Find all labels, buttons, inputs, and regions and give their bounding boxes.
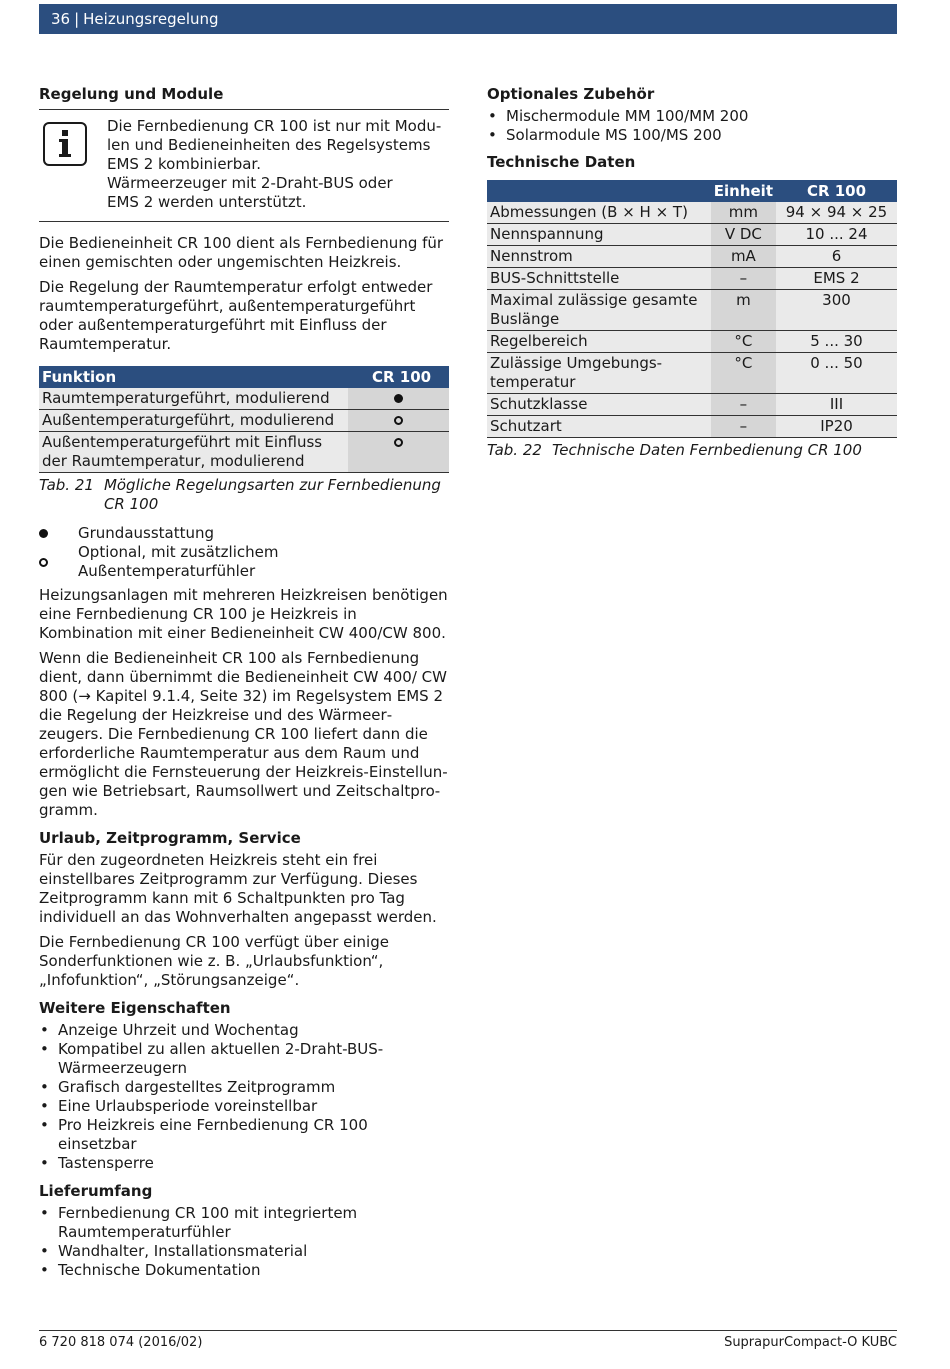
table-row [39, 410, 449, 432]
footer-doc-number: 6 720 818 074 (2016/02) [39, 1335, 203, 1350]
heading-lieferumfang: Lieferumfang [39, 1182, 153, 1200]
table-cell: – [711, 416, 776, 438]
delivery-list [39, 1204, 449, 1280]
table-cell: Nennspannung [487, 224, 711, 246]
info-icon [43, 122, 87, 166]
list-item: • Solarmodule MS 100/MS 200 [487, 126, 897, 145]
table-row [39, 388, 449, 410]
table-cell: IP20 [776, 416, 897, 438]
paragraph: Heizungsanlagen mit mehreren Heizkreisen benötigen eine Fernbedienung CR 100 je Heizkreis in Kombination mit einer Bedieneinheit CW 400/CW 800. [39, 586, 448, 642]
table-cell: Abmessungen (B × H × T) [487, 202, 711, 224]
heading-urlaub: Urlaub, Zeitprogramm, Service [39, 829, 301, 847]
filled-circle-icon [394, 394, 403, 403]
table-cell: Außentemperaturgeführt mit Einfluss der Raumtemperatur, modulierend [39, 432, 348, 473]
column-header: Funktion [39, 366, 348, 388]
table-cell: °C [711, 331, 776, 353]
table-cell: Raumtemperaturgeführt, modulierend [39, 388, 348, 410]
note-line: len und Bedieneinheiten des Regelsystems [107, 136, 431, 154]
table-row [487, 353, 897, 394]
table-row [487, 331, 897, 353]
footer-divider [39, 1330, 897, 1331]
paragraph: Die Fernbedienung CR 100 verfügt über einige Sonderfunktionen wie z. B. „Urlaubsfunktion“, „Infofunktion“, „Störungsanzeige“. [39, 933, 389, 989]
footer-product: SuprapurCompact-O KUBC [724, 1335, 897, 1350]
paragraph: Die Bedieneinheit CR 100 dient als Fernbedienung für einen gemischten oder ungemischten Heizkreis. [39, 234, 444, 271]
list-item: • Mischermodule MM 100/MM 200 [487, 107, 897, 126]
legend-symbol [39, 553, 78, 572]
caption-text: Technische Daten Fernbedienung CR 100 [551, 441, 862, 459]
legend-symbol [39, 524, 78, 543]
table-cell: Zulässige Umgebungstemperatur [487, 353, 711, 394]
empty-circle-icon [39, 558, 48, 567]
note-line: Die Fernbedienung CR 100 ist nur mit Modu- [107, 117, 442, 135]
table-cell: 10 ... 24 [776, 224, 897, 246]
table-cell: Außentemperaturgeführt, modulierend [39, 410, 348, 432]
table-cell: 300 [776, 290, 897, 331]
table-cell: 94 × 94 × 25 [776, 202, 897, 224]
table-cell: °C [711, 353, 776, 394]
heading-zubehoer: Optionales Zubehör [487, 85, 655, 103]
table-cell: – [711, 268, 776, 290]
table-row [487, 246, 897, 268]
legend-text: Optional, mit zusätzlichem Außentemperaturfühler [78, 543, 279, 580]
list-item: • Pro Heizkreis eine Fernbedienung CR 100 einsetzbar [39, 1116, 449, 1154]
table-cell: Schutzklasse [487, 394, 711, 416]
legend-item [39, 543, 449, 581]
legend-item [39, 524, 449, 543]
list-item: • Kompatibel zu allen aktuellen 2-Draht-BUS-Wärmeerzeugern [39, 1040, 449, 1078]
note-text [107, 117, 441, 212]
table-cell: Maximal zulässige gesamte Buslänge [487, 290, 711, 331]
legend-text: Grundausstattung [78, 524, 215, 542]
table-row [487, 202, 897, 224]
table-cell [348, 388, 449, 410]
list-item: • Technische Dokumentation [39, 1261, 449, 1280]
empty-circle-icon [394, 416, 403, 425]
table-row [487, 394, 897, 416]
note-line: Wärmeerzeuger mit 2-Draht-BUS oder [107, 174, 393, 192]
table-header-row [39, 366, 449, 388]
list-item: • Eine Urlaubsperiode voreinstellbar [39, 1097, 449, 1116]
page-number: 36 [51, 9, 71, 28]
table-cell: m [711, 290, 776, 331]
function-table [39, 366, 449, 473]
note-line: EMS 2 kombinierbar. [107, 155, 261, 173]
table-row [39, 432, 449, 473]
list-item: • Grafisch dargestelltes Zeitprogramm [39, 1078, 449, 1097]
left-column [39, 85, 449, 1286]
paragraph: Die Regelung der Raumtemperatur erfolgt entweder raumtemperaturgeführt, außentemperaturgeführt oder außentemperaturgeführt mit Einfluss der Raumtemperatur. [39, 278, 433, 353]
table-cell [348, 432, 449, 473]
header-separator: | [74, 9, 80, 28]
paragraph: Für den zugeordneten Heizkreis steht ein frei einstellbares Zeitprogramm zur Verfügung. Dieses Zeitprogramm kann mit 6 Schaltpunkten pro Tag individuell an das Wohnverhalten angepasst werden. [39, 851, 437, 926]
heading-eigenschaften: Weitere Eigenschaften [39, 999, 231, 1017]
table-cell: EMS 2 [776, 268, 897, 290]
accessories-list [487, 107, 897, 145]
heading-regelung: Regelung und Module [39, 85, 224, 103]
table-row [487, 290, 897, 331]
table-cell: mm [711, 202, 776, 224]
list-item: • Fernbedienung CR 100 mit integriertem Raumtemperaturfühler [39, 1204, 449, 1242]
table-cell: mA [711, 246, 776, 268]
table-header-row [487, 180, 897, 202]
filled-circle-icon [39, 529, 48, 538]
table-cell: BUS-Schnittstelle [487, 268, 711, 290]
paragraph: Wenn die Bedieneinheit CR 100 als Fernbedienung dient, dann übernimmt die Bedieneinheit CW 400/ CW 800 (→ Kapitel 9.1.4, Seite 32) im Regelsystem EMS 2 die Regelung der Heizkreise und des Wärmeerzeugers. Die Fernbedienung CR 100 liefert dann die erforderliche Raumtemperatur aus dem Raum und ermöglicht die Fernsteuerung der Heizkreis-Einstellungen wie Betriebsart, Raumsollwert und Zeitschaltprogramm. [39, 649, 448, 819]
table-row [487, 224, 897, 246]
info-note [39, 109, 449, 222]
list-item: • Wandhalter, Installationsmaterial [39, 1242, 449, 1261]
caption-number: Tab. 22 [487, 441, 542, 459]
caption-text: Mögliche Regelungsarten zur Fernbedienung CR 100 [103, 476, 441, 513]
table-row [487, 416, 897, 438]
table-cell: 5 ... 30 [776, 331, 897, 353]
column-header: CR 100 [776, 180, 897, 202]
empty-circle-icon [394, 438, 403, 447]
column-header [487, 180, 711, 202]
table-cell: – [711, 394, 776, 416]
section-title: Heizungsregelung [83, 9, 219, 28]
table-row [487, 268, 897, 290]
table-cell [348, 410, 449, 432]
table-cell: Regelbereich [487, 331, 711, 353]
caption-number: Tab. 21 [39, 476, 94, 494]
list-item: • Tastensperre [39, 1154, 449, 1173]
table-caption [39, 476, 449, 514]
heading-technische-daten: Technische Daten [487, 153, 636, 171]
right-column [487, 85, 897, 470]
table-cell: 6 [776, 246, 897, 268]
note-line: EMS 2 werden unterstützt. [107, 193, 307, 211]
technical-data-table [487, 180, 897, 438]
page-header [39, 4, 897, 34]
features-list [39, 1021, 449, 1173]
table-cell: Nennstrom [487, 246, 711, 268]
column-header: Einheit [711, 180, 776, 202]
column-header: CR 100 [348, 366, 449, 388]
table-cell: III [776, 394, 897, 416]
table-cell: V DC [711, 224, 776, 246]
table-caption [487, 441, 897, 460]
table-cell: 0 ... 50 [776, 353, 897, 394]
list-item: • Anzeige Uhrzeit und Wochentag [39, 1021, 449, 1040]
table-cell: Schutzart [487, 416, 711, 438]
